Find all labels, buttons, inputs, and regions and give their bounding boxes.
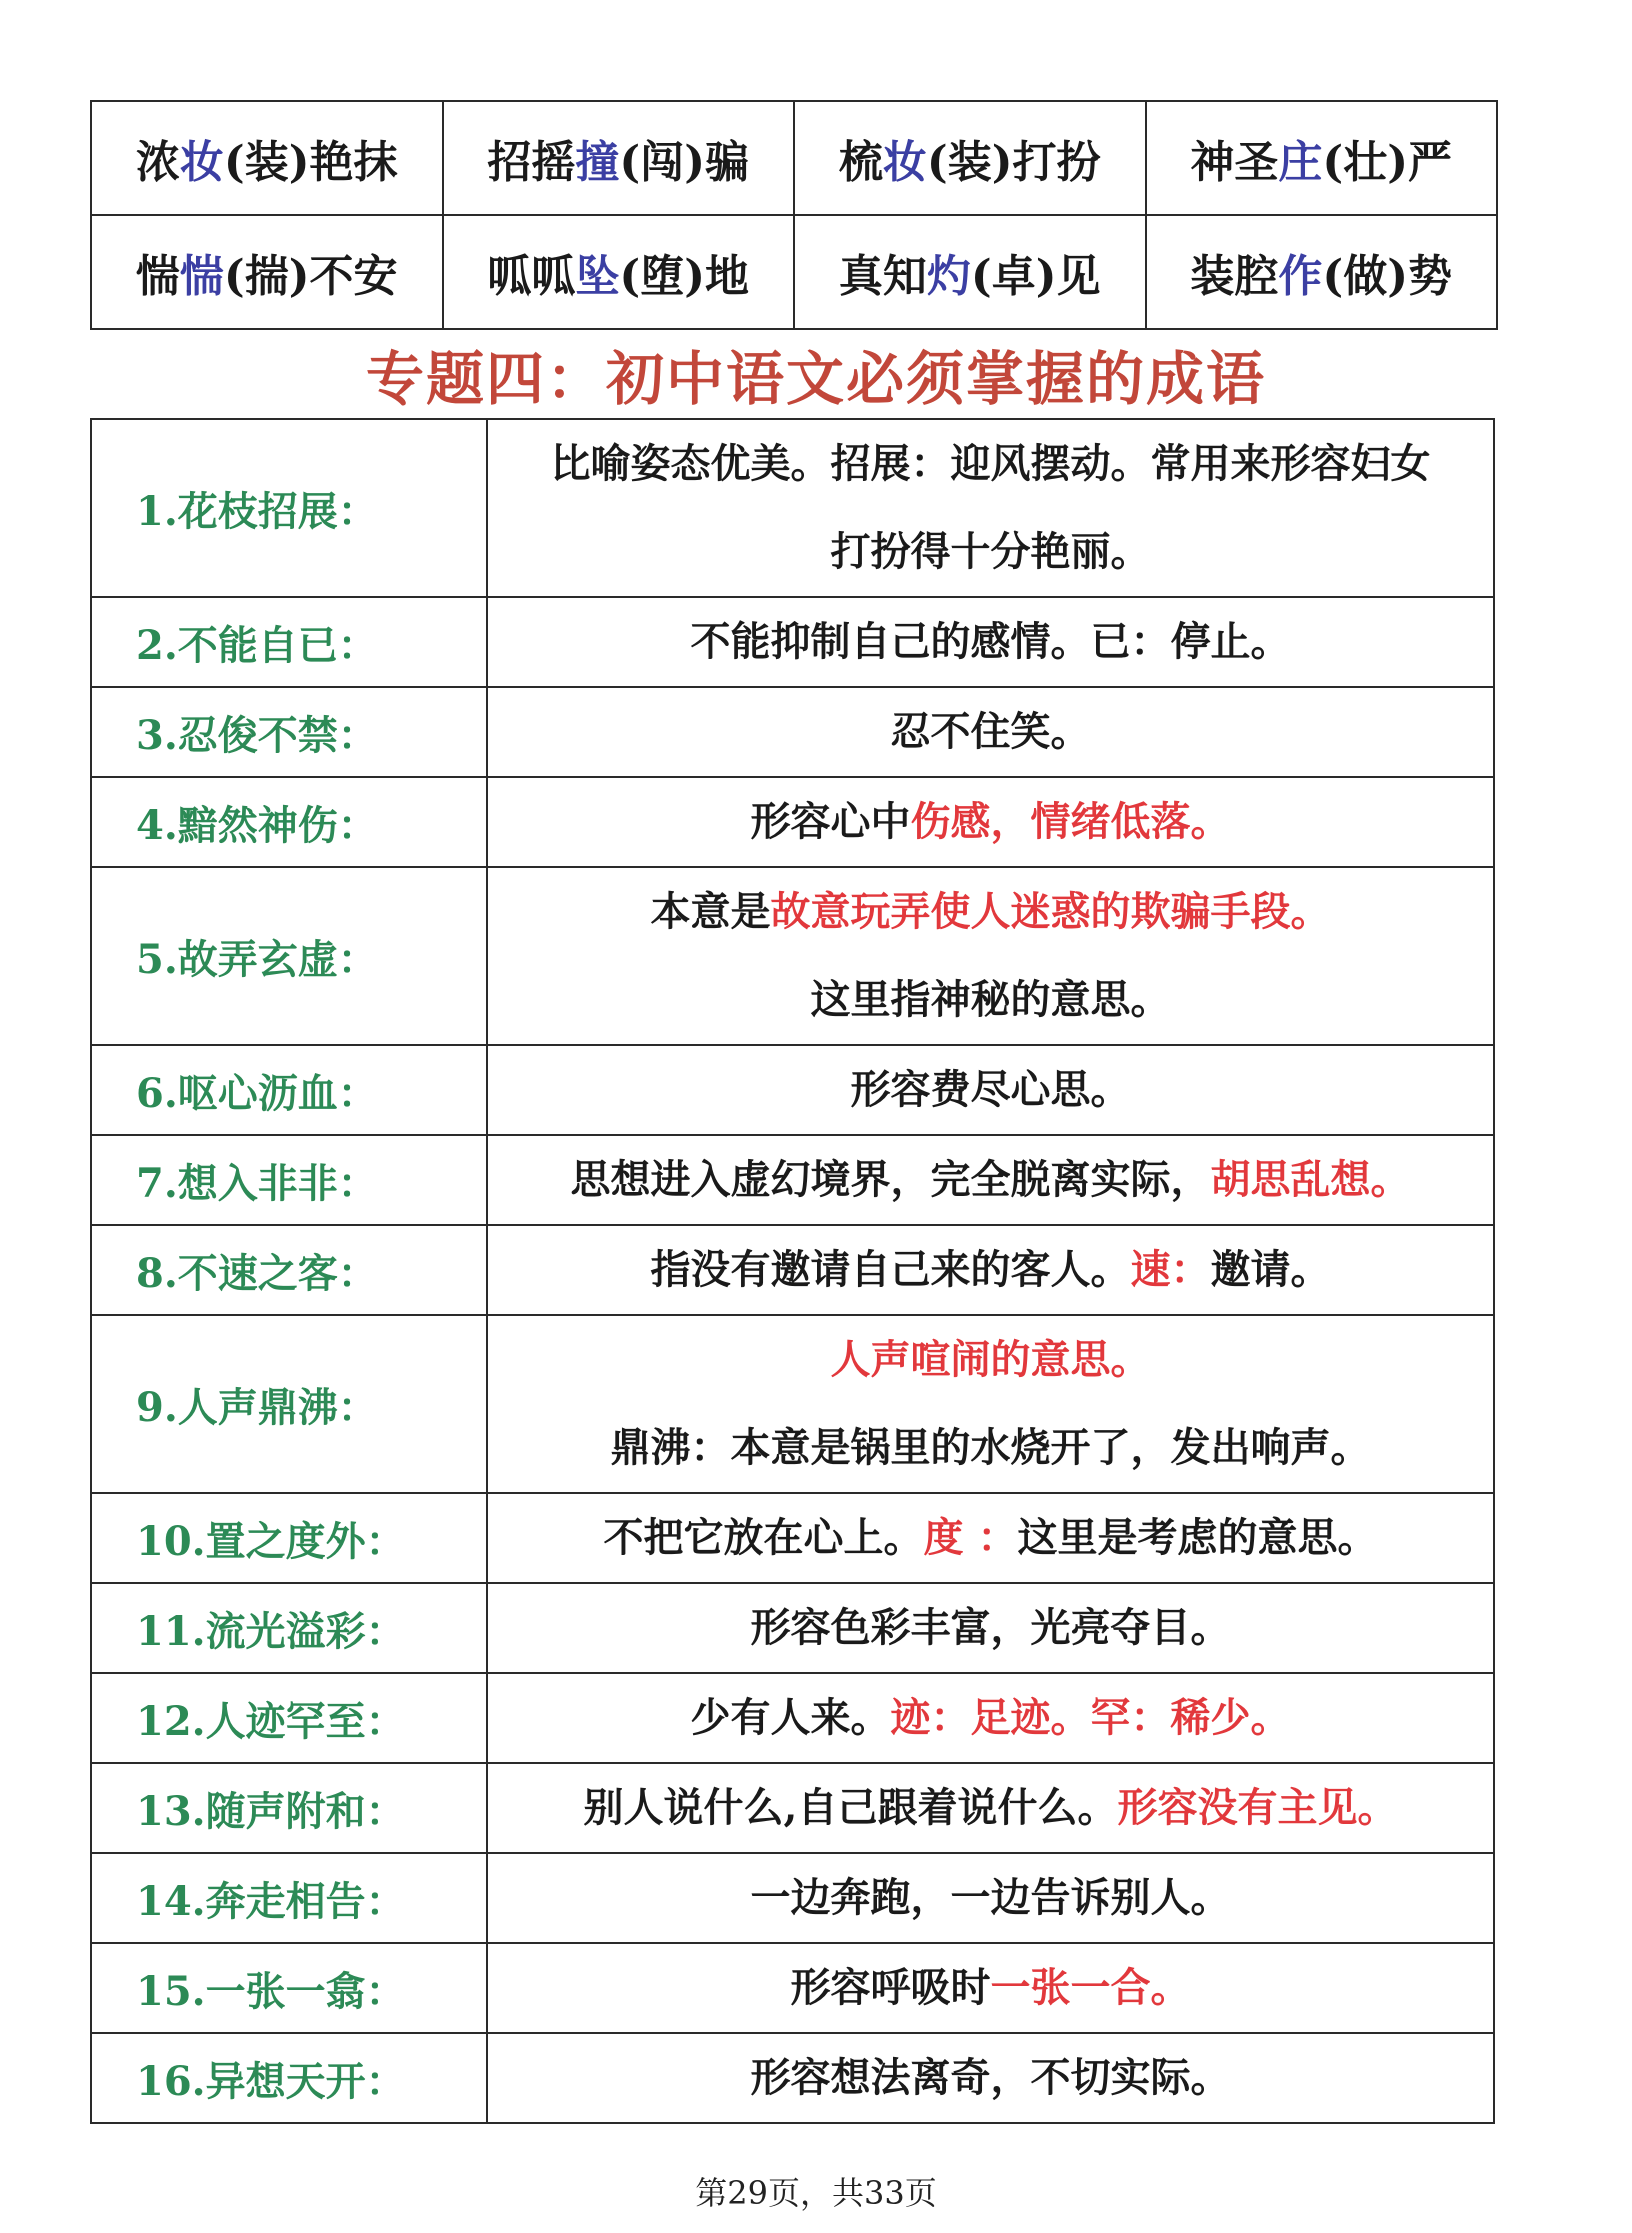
definition-text: 不把它放在心上。 bbox=[603, 1514, 924, 1561]
definition-text: 比喻姿态优美。招展：迎风摆动。常用来形容妇女 bbox=[550, 440, 1431, 487]
definition-line bbox=[488, 1404, 1493, 1492]
definition-text: 这里是考虑的意思。 bbox=[1017, 1514, 1378, 1561]
definition-text: 一边奔跑，一边告诉别人。 bbox=[750, 1874, 1231, 1921]
cell-text: 梳 bbox=[838, 137, 883, 188]
definition-line bbox=[488, 1136, 1493, 1224]
emphasis-text: 一张一合。 bbox=[990, 1964, 1191, 2011]
idiom-row bbox=[91, 867, 1494, 1045]
definition-line bbox=[488, 1316, 1493, 1404]
idiom-term: 14.奔走相告： bbox=[91, 1853, 487, 1943]
idiom-definition bbox=[487, 1943, 1494, 2033]
idiom-term: 5.故弄玄虚： bbox=[91, 867, 487, 1045]
definition-line bbox=[488, 1944, 1493, 2032]
highlighted-char: 惴 bbox=[179, 251, 224, 302]
definition-text: 形容呼吸时 bbox=[790, 1964, 991, 2011]
idiom-definition bbox=[487, 2033, 1494, 2123]
cell-text: 惴 bbox=[135, 251, 180, 302]
definition-line bbox=[488, 1674, 1493, 1762]
definition-text: 打扮得十分艳丽。 bbox=[830, 528, 1151, 575]
idiom-definition bbox=[487, 1853, 1494, 1943]
idiom-definition bbox=[487, 1763, 1494, 1853]
definition-line bbox=[488, 508, 1493, 596]
homophone-cell bbox=[794, 215, 1146, 329]
emphasis-text: 速： bbox=[1130, 1246, 1211, 1293]
emphasis-text: 胡思乱想。 bbox=[1210, 1156, 1411, 1203]
definition-text: 少有人来。 bbox=[690, 1694, 891, 1741]
emphasis-text: 迹：足迹。罕：稀少。 bbox=[890, 1694, 1291, 1741]
idiom-definition bbox=[487, 777, 1494, 867]
homophone-cell bbox=[1146, 101, 1498, 215]
definition-line bbox=[488, 868, 1493, 956]
definition-text: 邀请。 bbox=[1210, 1246, 1331, 1293]
cell-text: 真知 bbox=[838, 251, 927, 302]
emphasis-text: 伤感，情绪低落。 bbox=[910, 798, 1231, 845]
definition-text: 别人说什么,自己跟着说什么。 bbox=[583, 1784, 1118, 1831]
definition-line bbox=[488, 420, 1493, 508]
cell-text: 神圣 bbox=[1190, 137, 1279, 188]
idiom-row bbox=[91, 777, 1494, 867]
cell-text: (堕)地 bbox=[619, 251, 750, 302]
page-footer: 第29页，共33页 bbox=[695, 2174, 937, 2212]
idiom-row bbox=[91, 2033, 1494, 2123]
highlighted-char: 撞 bbox=[575, 137, 620, 188]
cell-text: (壮)严 bbox=[1322, 137, 1453, 188]
definition-line bbox=[488, 1584, 1493, 1672]
emphasis-text: 故意玩弄使人迷惑的欺骗手段。 bbox=[770, 888, 1331, 935]
definition-text: 鼎沸：本意是锅里的水烧开了，发出响声。 bbox=[610, 1424, 1371, 1471]
homophone-row bbox=[91, 215, 1497, 329]
idiom-term: 12.人迹罕至： bbox=[91, 1673, 487, 1763]
cell-text: 呱呱 bbox=[487, 251, 576, 302]
idiom-term: 8.不速之客： bbox=[91, 1225, 487, 1315]
idiom-term: 9.人声鼎沸： bbox=[91, 1315, 487, 1493]
idiom-row bbox=[91, 1943, 1494, 2033]
definition-line bbox=[488, 778, 1493, 866]
idiom-term: 16.异想天开： bbox=[91, 2033, 487, 2123]
cell-text: 招摇 bbox=[487, 137, 576, 188]
idiom-definition bbox=[487, 1493, 1494, 1583]
idiom-row bbox=[91, 687, 1494, 777]
idiom-term: 15.一张一翕： bbox=[91, 1943, 487, 2033]
homophone-table bbox=[90, 100, 1498, 330]
definition-text: 不能抑制自己的感情。已：停止。 bbox=[690, 618, 1291, 665]
definition-text: 忍不住笑。 bbox=[890, 708, 1091, 755]
definition-text: 形容想法离奇，不切实际。 bbox=[750, 2054, 1231, 2101]
cell-text: 装腔 bbox=[1190, 251, 1279, 302]
idiom-definition bbox=[487, 1673, 1494, 1763]
definition-text: 形容色彩丰富，光亮夺目。 bbox=[750, 1604, 1231, 1651]
homophone-row bbox=[91, 101, 1497, 215]
cell-text: (闯)骗 bbox=[619, 137, 750, 188]
idiom-row bbox=[91, 1673, 1494, 1763]
idiom-definition bbox=[487, 867, 1494, 1045]
homophone-cell bbox=[794, 101, 1146, 215]
section-title: 专题四：初中语文必须掌握的成语 bbox=[365, 345, 1266, 413]
definition-line bbox=[488, 2034, 1493, 2122]
idiom-row bbox=[91, 1225, 1494, 1315]
idiom-row bbox=[91, 1135, 1494, 1225]
idiom-term: 7.想入非非： bbox=[91, 1135, 487, 1225]
idiom-row bbox=[91, 1763, 1494, 1853]
definition-line bbox=[488, 1494, 1493, 1582]
idiom-term: 3.忍俊不禁： bbox=[91, 687, 487, 777]
definition-text: 本意是 bbox=[650, 888, 771, 935]
highlighted-char: 妆 bbox=[179, 137, 224, 188]
idiom-definition bbox=[487, 1045, 1494, 1135]
definition-line bbox=[488, 1226, 1493, 1314]
idiom-row bbox=[91, 597, 1494, 687]
emphasis-text: 人声喧闹的意思。 bbox=[830, 1336, 1151, 1383]
emphasis-text: 形容没有主见。 bbox=[1117, 1784, 1398, 1831]
homophone-cell bbox=[443, 215, 795, 329]
cell-text: (装)打扮 bbox=[926, 137, 1101, 188]
idiom-row bbox=[91, 1583, 1494, 1673]
idiom-definition bbox=[487, 687, 1494, 777]
cell-text: (做)势 bbox=[1322, 251, 1453, 302]
idiom-term: 2.不能自已： bbox=[91, 597, 487, 687]
definition-line bbox=[488, 1854, 1493, 1942]
idiom-term: 10.置之度外： bbox=[91, 1493, 487, 1583]
idiom-row bbox=[91, 1045, 1494, 1135]
definition-text: 思想进入虚幻境界，完全脱离实际， bbox=[570, 1156, 1211, 1203]
definition-text: 形容费尽心思。 bbox=[850, 1066, 1131, 1113]
idiom-row bbox=[91, 1493, 1494, 1583]
idiom-definition bbox=[487, 1225, 1494, 1315]
idiom-term: 11.流光溢彩： bbox=[91, 1583, 487, 1673]
idiom-table bbox=[90, 418, 1495, 2124]
idiom-definition bbox=[487, 1135, 1494, 1225]
idiom-definition bbox=[487, 1583, 1494, 1673]
highlighted-char: 庄 bbox=[1278, 137, 1323, 188]
homophone-cell bbox=[1146, 215, 1498, 329]
highlighted-char: 作 bbox=[1278, 251, 1323, 302]
homophone-cell bbox=[91, 215, 443, 329]
emphasis-text: 度 ： bbox=[923, 1514, 1018, 1561]
idiom-term: 6.呕心沥血： bbox=[91, 1045, 487, 1135]
definition-line bbox=[488, 1764, 1493, 1852]
idiom-definition bbox=[487, 597, 1494, 687]
highlighted-char: 妆 bbox=[882, 137, 927, 188]
idiom-term: 1.花枝招展： bbox=[91, 419, 487, 597]
definition-line bbox=[488, 1046, 1493, 1134]
idiom-term: 4.黯然神伤： bbox=[91, 777, 487, 867]
idiom-row bbox=[91, 1853, 1494, 1943]
cell-text: (卓)见 bbox=[970, 251, 1101, 302]
idiom-row bbox=[91, 1315, 1494, 1493]
cell-text: (揣)不安 bbox=[223, 251, 398, 302]
definition-line bbox=[488, 598, 1493, 686]
definition-text: 指没有邀请自己来的客人。 bbox=[650, 1246, 1131, 1293]
definition-text: 形容心中 bbox=[750, 798, 911, 845]
definition-line bbox=[488, 956, 1493, 1044]
idiom-term: 13.随声附和： bbox=[91, 1763, 487, 1853]
idiom-definition bbox=[487, 1315, 1494, 1493]
cell-text: 浓 bbox=[135, 137, 180, 188]
definition-line bbox=[488, 688, 1493, 776]
definition-text: 这里指神秘的意思。 bbox=[810, 976, 1171, 1023]
cell-text: (装)艳抹 bbox=[223, 137, 398, 188]
homophone-cell bbox=[91, 101, 443, 215]
idiom-definition bbox=[487, 419, 1494, 597]
homophone-cell bbox=[443, 101, 795, 215]
highlighted-char: 坠 bbox=[575, 251, 620, 302]
idiom-row bbox=[91, 419, 1494, 597]
highlighted-char: 灼 bbox=[926, 251, 971, 302]
